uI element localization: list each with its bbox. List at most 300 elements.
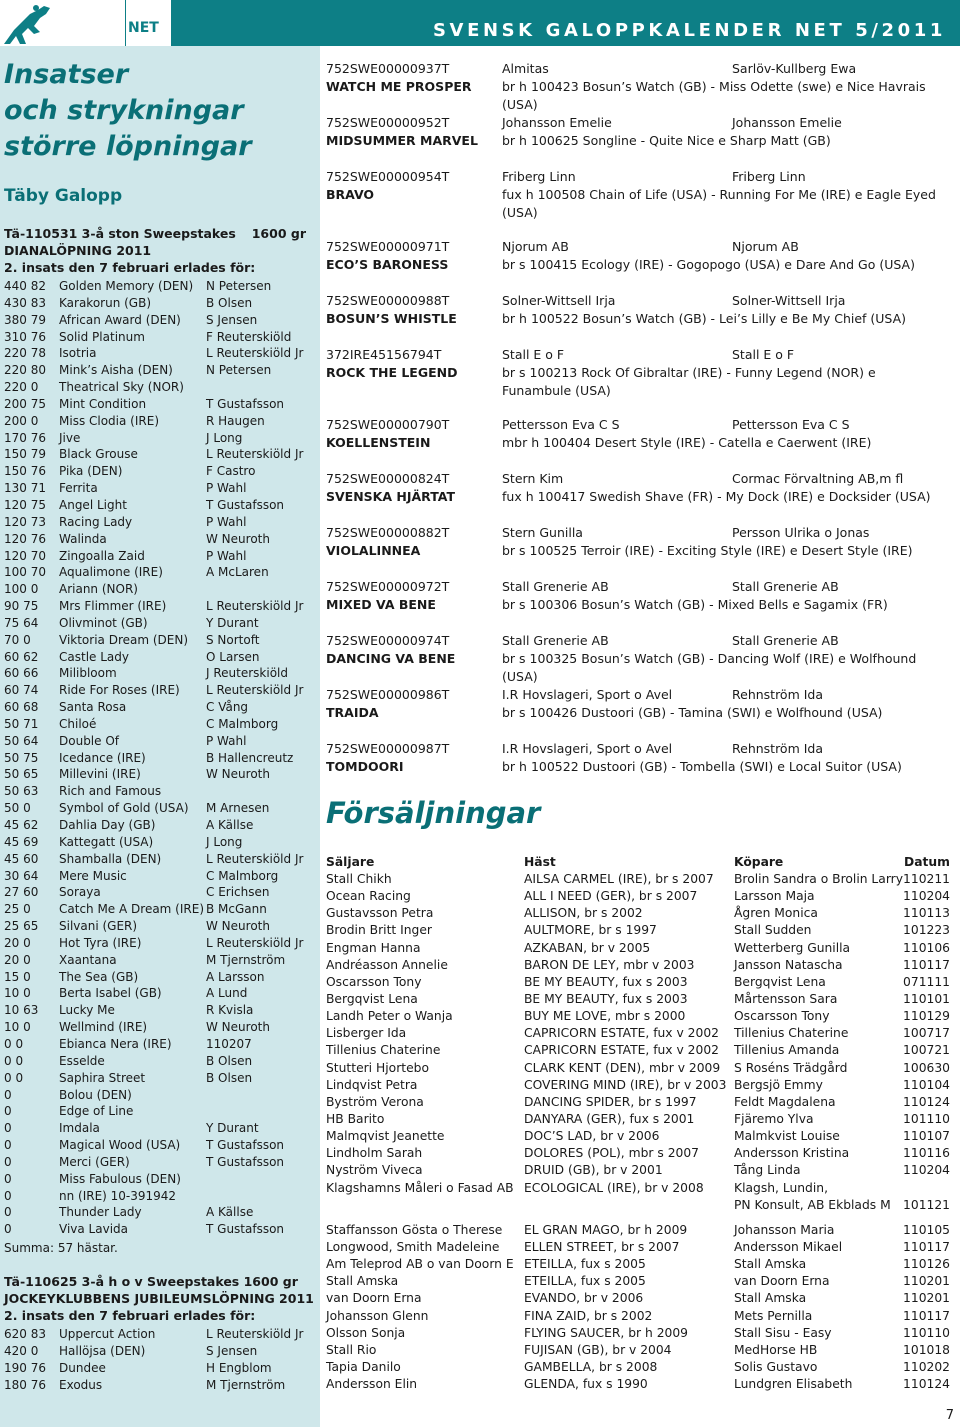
sale-buyer: Tång Linda: [734, 1163, 801, 1178]
entry-points: 90 75: [4, 599, 39, 614]
title-line-3: större löpningar: [4, 131, 252, 162]
entry-points: 220 0: [4, 380, 39, 395]
title-line-1: Insatser: [4, 59, 129, 90]
sale-seller: Lisberger Ida: [326, 1026, 407, 1041]
section-title: [4, 57, 252, 165]
sale-buyer: Wetterberg Gunilla: [734, 940, 851, 955]
entry-row: [4, 716, 316, 733]
sales-header-row: [326, 855, 956, 872]
entry-row: [4, 1360, 316, 1377]
entry-row: [4, 564, 316, 581]
sale-buyer: Brolin Sandra o Brolin Larry: [734, 872, 903, 886]
entry-horse: Thunder Lady: [59, 1205, 142, 1220]
entry-horse: Mrs Flimmer (IRE): [59, 599, 167, 614]
sale-horse: CAPRICORN ESTATE, fux v 2002: [524, 1043, 719, 1058]
sale-horse: ELLEN STREET, br s 2007: [524, 1239, 680, 1254]
sale-horse: BUY ME LOVE, mbr s 2000: [524, 1009, 686, 1024]
sale-seller: Engman Hanna: [326, 940, 421, 955]
sale-seller: Am Teleprod AB o van Doorn E: [326, 1257, 514, 1272]
entry-trainer: B Olsen: [206, 1070, 253, 1085]
sale-seller: Gustavsson Petra: [326, 906, 434, 921]
horse-pedigree: br h 100423 Bosun’s Watch (GB) - Miss Odette (swe) e Nice Havrais (USA): [502, 79, 926, 112]
entry-points: 0: [4, 1205, 12, 1220]
entry-trainer: L Reuterskiöld Jr: [206, 683, 304, 698]
sale-date: 110201: [903, 1291, 950, 1306]
sale-date: 110129: [903, 1009, 950, 1024]
entry-points: 0 0: [4, 1070, 24, 1085]
entry-horse: Miss Clodia (IRE): [59, 413, 160, 428]
entry-row: [4, 548, 316, 565]
sale-buyer: Lundgren Elisabeth: [734, 1377, 853, 1392]
horse-name: ROCK THE LEGEND: [326, 365, 458, 380]
sale-horse: ALL I NEED (GER), br s 2007: [524, 889, 698, 904]
horse-id: 372IRE45156794T: [326, 347, 442, 362]
entry-trainer: M Arnesen: [206, 801, 270, 816]
entry-row: [4, 750, 316, 767]
entry-horse: Lucky Me: [59, 1003, 115, 1018]
entry-row: [4, 1103, 316, 1120]
horse-owner: Stern Kim: [502, 471, 564, 486]
entry-points: 75 64: [4, 615, 39, 630]
horse-owner: Stall E o F: [502, 347, 565, 362]
sale-horse: ETEILLA, fux s 2005: [524, 1274, 646, 1289]
entry-points: 0: [4, 1104, 12, 1119]
entry-row: [4, 329, 316, 346]
entry-row: [4, 1070, 316, 1087]
entry-row: [4, 985, 316, 1002]
horse-name: MIXED VA BENE: [326, 597, 436, 612]
sale-date: 110202: [903, 1359, 950, 1374]
sale-buyer: Tillenius Chaterine: [734, 1026, 849, 1041]
sales-row: [326, 1377, 956, 1394]
horse-owner: Solner-Wittsell Irja: [502, 293, 616, 308]
sale-buyer: van Doorn Erna: [734, 1274, 830, 1289]
race1-entry-list: [4, 278, 316, 1238]
entry-trainer: O Larsen: [206, 649, 260, 664]
entry-horse: Dahlia Day (GB): [59, 818, 156, 832]
entry-points: 0 0: [4, 1053, 24, 1068]
entry-horse: African Award (DEN): [59, 312, 181, 327]
entry-trainer: B Olsen: [206, 1053, 253, 1068]
entry-trainer: R Kvisla: [206, 1003, 254, 1018]
sale-seller: Johansson Glenn: [326, 1308, 429, 1323]
entry-points: 45 60: [4, 851, 39, 866]
entry-horse: Golden Memory (DEN): [59, 279, 194, 293]
header-horse: Häst: [524, 855, 556, 869]
sale-seller: Brodin Britt Inger: [326, 923, 432, 938]
horse-owner: Johansson Emelie: [502, 115, 612, 130]
horse-id: 752SWE00000988T: [326, 293, 450, 308]
horse-owner: I.R Hovslageri, Sport o Avel: [502, 687, 673, 702]
entry-points: 0: [4, 1154, 12, 1169]
horse-pedigree: mbr h 100404 Desert Style (IRE) - Catella e Caerwent (IRE): [502, 435, 872, 450]
entry-row: [4, 598, 316, 615]
sale-date: 110101: [903, 991, 950, 1006]
sale-seller: Longwood, Smith Madeleine: [326, 1239, 500, 1254]
entry-horse: Rich and Famous: [59, 784, 162, 799]
horse-breeder: Stall E o F: [732, 347, 795, 362]
sale-horse: FLYING SAUCER, br h 2009: [524, 1325, 688, 1340]
sale-seller: Lindholm Sarah: [326, 1146, 423, 1161]
entry-points: 50 71: [4, 716, 39, 731]
entry-horse: Catch Me A Dream (IRE): [59, 902, 205, 917]
sale-horse: BE MY BEAUTY, fux s 2003: [524, 991, 688, 1006]
horse-pedigree: br s 100325 Bosun’s Watch (GB) - Dancing Wolf (IRE) e Wolfhound (USA): [502, 651, 917, 684]
header-seller: Säljare: [326, 855, 375, 869]
sale-horse: FUJISAN (GB), br v 2004: [524, 1342, 672, 1357]
sale-buyer: Ågren Monica: [734, 906, 818, 921]
entry-trainer: H Engblom: [206, 1360, 272, 1375]
sales-row: [326, 889, 956, 906]
entry-horse: Ariann (NOR): [59, 582, 138, 597]
sale-date: 110126: [903, 1257, 950, 1272]
entry-points: 50 75: [4, 750, 39, 765]
entry-trainer: B Olsen: [206, 295, 253, 310]
entry-horse: Jive: [59, 430, 81, 445]
entry-points: 50 63: [4, 784, 39, 799]
sale-buyer: Solis Gustavo: [734, 1359, 818, 1374]
horse-breeder: Solner-Wittsell Irja: [732, 293, 846, 308]
entry-trainer: W Neuroth: [206, 531, 270, 546]
entry-row: [4, 1002, 316, 1019]
entry-trainer: A Larsson: [206, 969, 265, 984]
entry-points: 170 76: [4, 430, 46, 445]
entry-horse: Ferrita: [59, 481, 98, 496]
sale-date: 110106: [903, 940, 950, 955]
entry-points: 45 69: [4, 834, 39, 849]
sale-seller: HB Barito: [326, 1111, 385, 1126]
entry-trainer: L Reuterskiöld Jr: [206, 346, 304, 361]
entry-row: [4, 430, 316, 447]
entry-row: [4, 480, 316, 497]
entry-row: [4, 935, 316, 952]
entry-horse: nn (IRE) 10-391942: [59, 1188, 177, 1203]
entry-points: 440 82: [4, 279, 46, 293]
sale-date: 110117: [903, 957, 950, 972]
entry-points: 200 0: [4, 413, 39, 428]
entry-row: [4, 615, 316, 632]
header-buyer: Köpare: [734, 855, 784, 869]
race2-line1: Tä-110625 3-å h o v Sweepstakes 1600 gr: [4, 1274, 298, 1289]
sale-horse: BARON DE LEY, mbr v 2003: [524, 957, 695, 972]
entry-horse: Xaantana: [59, 952, 117, 967]
sale-buyer: Stall Sisu - Easy: [734, 1325, 832, 1340]
sale-seller: Stutteri Hjortebo: [326, 1060, 429, 1075]
sale-seller: Landh Peter o Wanja: [326, 1009, 453, 1024]
horse-name: BRAVO: [326, 187, 375, 202]
entry-horse: Angel Light: [59, 497, 127, 512]
horse-id: 752SWE00000882T: [326, 525, 450, 540]
sale-date: 110204: [903, 1163, 950, 1178]
horse-name: WATCH ME PROSPER: [326, 79, 472, 94]
entry-trainer: L Reuterskiöld Jr: [206, 935, 304, 950]
entry-trainer: A McLaren: [206, 565, 269, 580]
horse-breeder: Cormac Förvaltning AB,m fl: [732, 471, 904, 486]
entry-points: 120 76: [4, 531, 46, 546]
sale-seller: Ocean Racing: [326, 889, 411, 904]
entry-horse: Symbol of Gold (USA): [59, 801, 189, 816]
net-label: NET: [126, 0, 171, 46]
entry-row: [4, 766, 316, 783]
horse-id: 752SWE00000974T: [326, 633, 450, 648]
sale-seller: Byström Verona: [326, 1094, 424, 1109]
entry-row: [4, 1120, 316, 1137]
sales-row: [326, 1043, 956, 1060]
entry-points: 200 75: [4, 396, 46, 411]
horse-id: 752SWE00000987T: [326, 741, 450, 756]
entry-trainer: C Malmborg: [206, 868, 279, 883]
entry-points: 60 68: [4, 700, 39, 715]
sale-date: 110204: [903, 889, 950, 904]
sale-buyer: Mårtensson Sara: [734, 991, 838, 1006]
horse-name: TRAIDA: [326, 705, 379, 720]
entry-horse: Hallöjsa (DEN): [59, 1343, 146, 1358]
entry-points: 310 76: [4, 329, 46, 344]
entry-row: [4, 969, 316, 986]
entry-points: 430 83: [4, 295, 46, 310]
sale-horse: BE MY BEAUTY, fux s 2003: [524, 974, 688, 989]
horse-owner: I.R Hovslageri, Sport o Avel: [502, 741, 673, 756]
sale-date: 100630: [903, 1060, 950, 1075]
sale-buyer: Bergqvist Lena: [734, 974, 826, 989]
entry-row: [4, 1171, 316, 1188]
race1-line2: DIANALÖPNING 2011: [4, 243, 152, 258]
race2-line3: 2. insats den 7 februari erlades för:: [4, 1308, 256, 1323]
entry-row: [4, 1377, 316, 1394]
entry-row: [4, 396, 316, 413]
entry-points: 0: [4, 1087, 12, 1102]
entry-horse: Black Grouse: [59, 447, 138, 462]
sale-seller: Stall Rio: [326, 1342, 377, 1357]
entry-row: [4, 682, 316, 699]
sale-date: 110124: [903, 1377, 950, 1392]
entry-horse: Santa Rosa: [59, 700, 127, 715]
entry-points: 150 76: [4, 464, 46, 479]
entry-row: [4, 514, 316, 531]
entry-trainer: J Long: [206, 430, 243, 445]
entry-horse: Ride For Roses (IRE): [59, 683, 180, 698]
entry-trainer: L Reuterskiöld Jr: [206, 1327, 304, 1341]
sale-buyer: Malmkvist Louise: [734, 1129, 840, 1144]
entry-horse: Solid Platinum: [59, 329, 145, 344]
sale-horse: COVERING MIND (IRE), br v 2003: [524, 1077, 727, 1092]
sale-buyer: Stall Amska: [734, 1257, 807, 1272]
horse-id: 752SWE00000824T: [326, 471, 450, 486]
entry-horse: The Sea (GB): [59, 969, 139, 984]
horse-pedigree: br s 100426 Dustoori (GB) - Tamina (SWI) e Wolfhound (USA): [502, 705, 883, 720]
sale-date: 110124: [903, 1094, 950, 1109]
sale-horse: CLARK KENT (DEN), mbr v 2009: [524, 1060, 721, 1075]
entry-points: 100 70: [4, 565, 46, 580]
entry-row: [4, 699, 316, 716]
entry-row: [4, 800, 316, 817]
entry-horse: Pika (DEN): [59, 464, 123, 479]
entry-trainer: Y Durant: [206, 615, 259, 630]
sale-date: 110104: [903, 1077, 950, 1092]
entry-row: [4, 413, 316, 430]
entry-trainer: R Haugen: [206, 413, 265, 428]
horse-breeder: Stall Grenerie AB: [732, 633, 839, 648]
entry-horse: Milibloom: [59, 666, 117, 681]
sales-row: [326, 1309, 956, 1326]
sale-buyer: S Roséns Trädgård: [734, 1060, 848, 1075]
sale-horse: DOLORES (POL), mbr s 2007: [524, 1146, 699, 1161]
race1-line3: 2. insats den 7 februari erlades för:: [4, 260, 256, 275]
horse-name: VIOLALINNEA: [326, 543, 421, 558]
sales-row: [326, 1240, 956, 1257]
horse-owner: Stall Grenerie AB: [502, 579, 609, 594]
entry-horse: Miss Fabulous (DEN): [59, 1171, 181, 1186]
entry-horse: Chiloé: [59, 716, 97, 731]
sales-row: [326, 1163, 956, 1180]
race2-entry-list: [4, 1326, 316, 1393]
sale-buyer: Tillenius Amanda: [734, 1043, 840, 1058]
track-name: Täby Galopp: [4, 186, 123, 206]
entry-horse: Merci (GER): [59, 1154, 130, 1169]
entry-row: [4, 446, 316, 463]
sale-buyer: Stall Amska: [734, 1291, 807, 1306]
entry-trainer: M Tjernström: [206, 952, 286, 967]
entry-row: [4, 379, 316, 396]
title-line-2: och strykningar: [4, 95, 244, 126]
sales-row: [326, 1326, 956, 1343]
sale-seller: Tillenius Chaterine: [326, 1043, 441, 1058]
sale-horse: ETEILLA, fux s 2005: [524, 1257, 646, 1272]
entry-horse: Mint Condition: [59, 396, 147, 411]
sales-row: [326, 1112, 956, 1129]
entry-points: 60 62: [4, 649, 39, 664]
entry-points: 220 78: [4, 346, 46, 361]
entry-trainer: B Hallencreutz: [206, 750, 294, 765]
sale-date: 101110: [903, 1111, 950, 1126]
entry-horse: Uppercut Action: [59, 1327, 156, 1341]
entry-row: [4, 1019, 316, 1036]
entry-trainer: F Castro: [206, 464, 256, 479]
entry-horse: Isotria: [59, 346, 97, 361]
horse-name: KOELLENSTEIN: [326, 435, 431, 450]
horse-name: TOMDOORI: [326, 759, 404, 774]
entry-row: [4, 733, 316, 750]
entry-trainer: P Wahl: [206, 733, 247, 748]
entry-points: 190 76: [4, 1360, 46, 1375]
entry-row: [4, 783, 316, 800]
horse-name: BOSUN’S WHISTLE: [326, 311, 457, 326]
sales-row: [326, 1146, 956, 1163]
entry-horse: Aqualimone (IRE): [59, 565, 163, 580]
sale-date: 071111: [903, 974, 950, 989]
entry-points: 20 0: [4, 952, 31, 967]
race1-heading: [4, 225, 316, 276]
entry-trainer: C Vång: [206, 700, 249, 715]
sale-date: 101223: [903, 923, 950, 938]
entry-horse: Ebianca Nera (IRE): [59, 1036, 172, 1051]
entry-points: 25 65: [4, 919, 39, 934]
sale-buyer: Johansson Maria: [734, 1222, 835, 1237]
entry-horse: Wellmind (IRE): [59, 1020, 148, 1035]
horse-owner: Almitas: [502, 61, 549, 76]
sales-row: [326, 1181, 956, 1198]
horse-id: 752SWE00000971T: [326, 239, 450, 254]
entry-trainer: A Källse: [206, 1205, 254, 1220]
horse-pedigree: br s 100525 Terroir (IRE) - Exciting Style (IRE) e Desert Style (IRE): [502, 543, 913, 558]
horse-breeder: Persson Ulrika o Jonas: [732, 525, 870, 540]
horse-owner: Stern Gunilla: [502, 525, 583, 540]
sales-row: [326, 1078, 956, 1095]
sales-row: [326, 1095, 956, 1112]
sales-row: [326, 1026, 956, 1043]
entry-points: 10 63: [4, 1003, 39, 1018]
entry-trainer: T Gustafsson: [206, 1222, 285, 1237]
entry-points: 380 79: [4, 312, 46, 327]
entry-row: [4, 581, 316, 598]
entry-points: 120 73: [4, 514, 46, 529]
entry-points: 30 64: [4, 868, 39, 883]
entry-horse: Viva Lavida: [59, 1222, 128, 1237]
entry-row: [4, 1137, 316, 1154]
sales-row: [326, 872, 956, 889]
sales-row: [326, 1129, 956, 1146]
sale-seller: Tapia Danilo: [326, 1359, 401, 1374]
sale-horse: DOC’S LAD, br v 2006: [524, 1129, 660, 1144]
entry-points: 70 0: [4, 632, 31, 647]
entry-points: 10 0: [4, 1020, 31, 1035]
entry-horse: Saphira Street: [59, 1070, 146, 1085]
entry-row: [4, 312, 316, 329]
sale-date: 110110: [903, 1325, 950, 1340]
entry-trainer: A Källse: [206, 818, 254, 832]
entry-trainer: T Gustafsson: [206, 497, 285, 512]
horse-owner: Stall Grenerie AB: [502, 633, 609, 648]
top-banner: [125, 0, 960, 46]
entry-row: [4, 463, 316, 480]
horse-id: 752SWE00000954T: [326, 169, 450, 184]
entry-trainer: T Gustafsson: [206, 1154, 285, 1169]
sales-row: [326, 958, 956, 975]
entry-horse: Viktoria Dream (DEN): [59, 632, 189, 647]
entry-horse: Exodus: [59, 1377, 103, 1392]
entry-points: 120 75: [4, 497, 46, 512]
entry-horse: Kattegatt (USA): [59, 834, 154, 849]
horse-id: 752SWE00000937T: [326, 61, 450, 76]
entry-row: [4, 1154, 316, 1171]
entry-row: [4, 884, 316, 901]
entry-row: [4, 295, 316, 312]
horse-pedigree: br h 100522 Bosun’s Watch (GB) - Lei’s Lilly e Be My Chief (USA): [502, 311, 907, 326]
sale-seller: Stall Amska: [326, 1274, 399, 1289]
entry-horse: Hot Tyra (IRE): [59, 935, 142, 950]
horse-breeder: Rehnström Ida: [732, 741, 824, 756]
entry-horse: Theatrical Sky (NOR): [59, 380, 184, 395]
entry-points: 120 70: [4, 548, 46, 563]
sale-horse: FINA ZAID, br s 2002: [524, 1308, 653, 1323]
entry-points: 45 62: [4, 818, 39, 832]
sale-horse: ECOLOGICAL (IRE), br v 2008: [524, 1180, 704, 1195]
entry-row: [4, 1343, 316, 1360]
sales-row: [326, 1274, 956, 1291]
sale-seller: Bergqvist Lena: [326, 991, 418, 1006]
entry-trainer: S Nortoft: [206, 632, 260, 647]
entry-points: 50 64: [4, 733, 39, 748]
sale-horse: AILSA CARMEL (IRE), br s 2007: [524, 872, 714, 886]
entry-trainer: C Erichsen: [206, 885, 270, 900]
entry-row: [4, 817, 316, 834]
horse-pedigree: fux h 100417 Swedish Shave (FR) - My Dock (IRE) e Docksider (USA): [502, 489, 931, 504]
horse-id: 752SWE00000790T: [326, 417, 450, 432]
horse-breeder: Rehnström Ida: [732, 687, 824, 702]
sales-row: [326, 923, 956, 940]
sales-row: [326, 1223, 956, 1240]
sale-seller: Oscarsson Tony: [326, 974, 422, 989]
